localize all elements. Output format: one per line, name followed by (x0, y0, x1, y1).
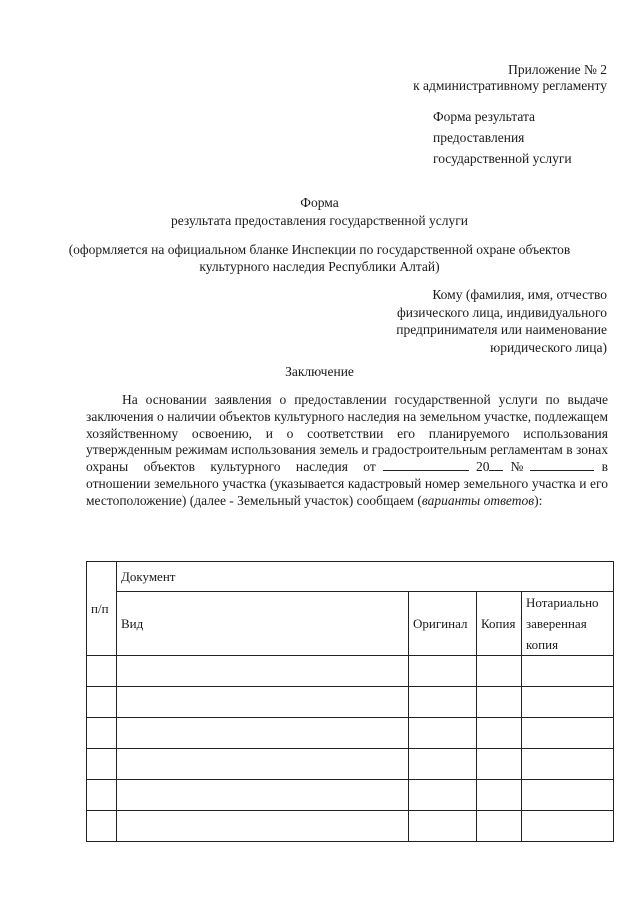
table-cell[interactable] (409, 656, 477, 687)
document-title (0, 194, 639, 230)
table-cell[interactable] (87, 656, 117, 687)
note-line: (оформляется на официальном бланке Инспекции по государственной охране объектов (68, 242, 571, 257)
title-subtitle: результата предоставления государственной услуги (171, 213, 468, 228)
notarized-line: Нотариально (526, 595, 599, 610)
appendix-reference: к административному регламенту (413, 77, 607, 93)
table-row (87, 687, 614, 718)
table-cell[interactable] (522, 656, 614, 687)
addressee-line: физического лица, индивидуального (396, 304, 607, 320)
column-type-header: Вид (117, 592, 409, 656)
table-cell[interactable] (87, 811, 117, 842)
table-cell[interactable] (522, 749, 614, 780)
table-cell[interactable] (477, 811, 522, 842)
body-text: ): (534, 492, 543, 508)
table-row (87, 656, 614, 687)
body-paragraph (86, 392, 608, 510)
notarized-line: заверенная (526, 616, 587, 631)
official-blank-note (0, 241, 639, 275)
table-cell[interactable] (477, 656, 522, 687)
document-group-header: Документ (117, 562, 614, 592)
body-line: На основании заявления о предоставлении государственной услуги по выдаче (122, 392, 608, 407)
table-cell[interactable] (117, 811, 409, 842)
year-prefix (476, 459, 504, 476)
table-cell[interactable] (87, 718, 117, 749)
body-text: местоположение) (далее - Земельный участок) сообщаем ( (86, 492, 422, 508)
table-cell[interactable] (87, 780, 117, 811)
note-line: культурного наследия Республики Алтай) (199, 259, 440, 274)
table-cell[interactable] (409, 811, 477, 842)
table-row (87, 718, 614, 749)
appendix-header (413, 62, 607, 93)
table-cell[interactable] (522, 687, 614, 718)
table-cell[interactable] (409, 718, 477, 749)
table-cell[interactable] (87, 687, 117, 718)
table-cell[interactable] (409, 749, 477, 780)
column-number-header: п/п (87, 562, 117, 656)
table-cell[interactable] (477, 687, 522, 718)
table-cell[interactable] (117, 687, 409, 718)
addressee-line: предпринимателя или наименование (396, 322, 607, 337)
answer-variants: варианты ответов (421, 492, 535, 508)
form-label (433, 106, 572, 169)
column-original-header: Оригинал (409, 592, 477, 656)
form-label-line: государственной услуги (433, 151, 572, 166)
table-row (87, 811, 614, 842)
form-label-line: предоставления (433, 130, 525, 145)
form-label-line: Форма результата (433, 109, 536, 124)
addressee-line: Кому (фамилия, имя, отчество (432, 287, 607, 302)
table-cell[interactable] (477, 718, 522, 749)
body-line: хозяйственному освоению, и о соответствии его планируемого использования (86, 425, 608, 441)
documents-table (86, 561, 614, 842)
table-cell[interactable] (522, 718, 614, 749)
table-cell[interactable] (117, 656, 409, 687)
body-line: утвержденным режимам использования земель и градостроительным регламентам в зонах (86, 442, 608, 458)
table-cell[interactable] (522, 780, 614, 811)
table-cell[interactable] (522, 811, 614, 842)
body-text: охраны объектов культурного наследия от (86, 459, 376, 475)
conclusion-heading: Заключение (285, 364, 354, 379)
title-form: Форма (300, 195, 339, 210)
table-row (87, 749, 614, 780)
appendix-number: Приложение № 2 (508, 62, 607, 77)
body-text: в (601, 459, 608, 475)
notarized-line: копия (526, 637, 559, 652)
table-cell[interactable] (87, 749, 117, 780)
column-copy-header: Копия (477, 592, 522, 656)
table-cell[interactable] (409, 687, 477, 718)
table-cell[interactable] (117, 718, 409, 749)
table-cell[interactable] (409, 780, 477, 811)
body-line-date (86, 459, 608, 476)
body-line: заключения о наличии объектов культурного наследия на земельном участке, подлежащем (86, 408, 608, 424)
number-sign: № (510, 459, 524, 475)
table-cell[interactable] (117, 749, 409, 780)
column-notarized-header (522, 592, 614, 656)
body-line (86, 493, 608, 510)
number-blank[interactable] (530, 459, 594, 471)
addressee-block (396, 286, 607, 356)
date-blank[interactable] (383, 459, 469, 471)
body-line: отношении земельного участка (указывается кадастровый номер земельного участка и его (86, 475, 608, 491)
addressee-line: юридического лица) (490, 339, 607, 355)
table-cell[interactable] (477, 780, 522, 811)
year-blank[interactable] (489, 459, 503, 471)
table-cell[interactable] (477, 749, 522, 780)
year-text: 20 (475, 459, 490, 475)
table-cell[interactable] (117, 780, 409, 811)
table-row (87, 780, 614, 811)
